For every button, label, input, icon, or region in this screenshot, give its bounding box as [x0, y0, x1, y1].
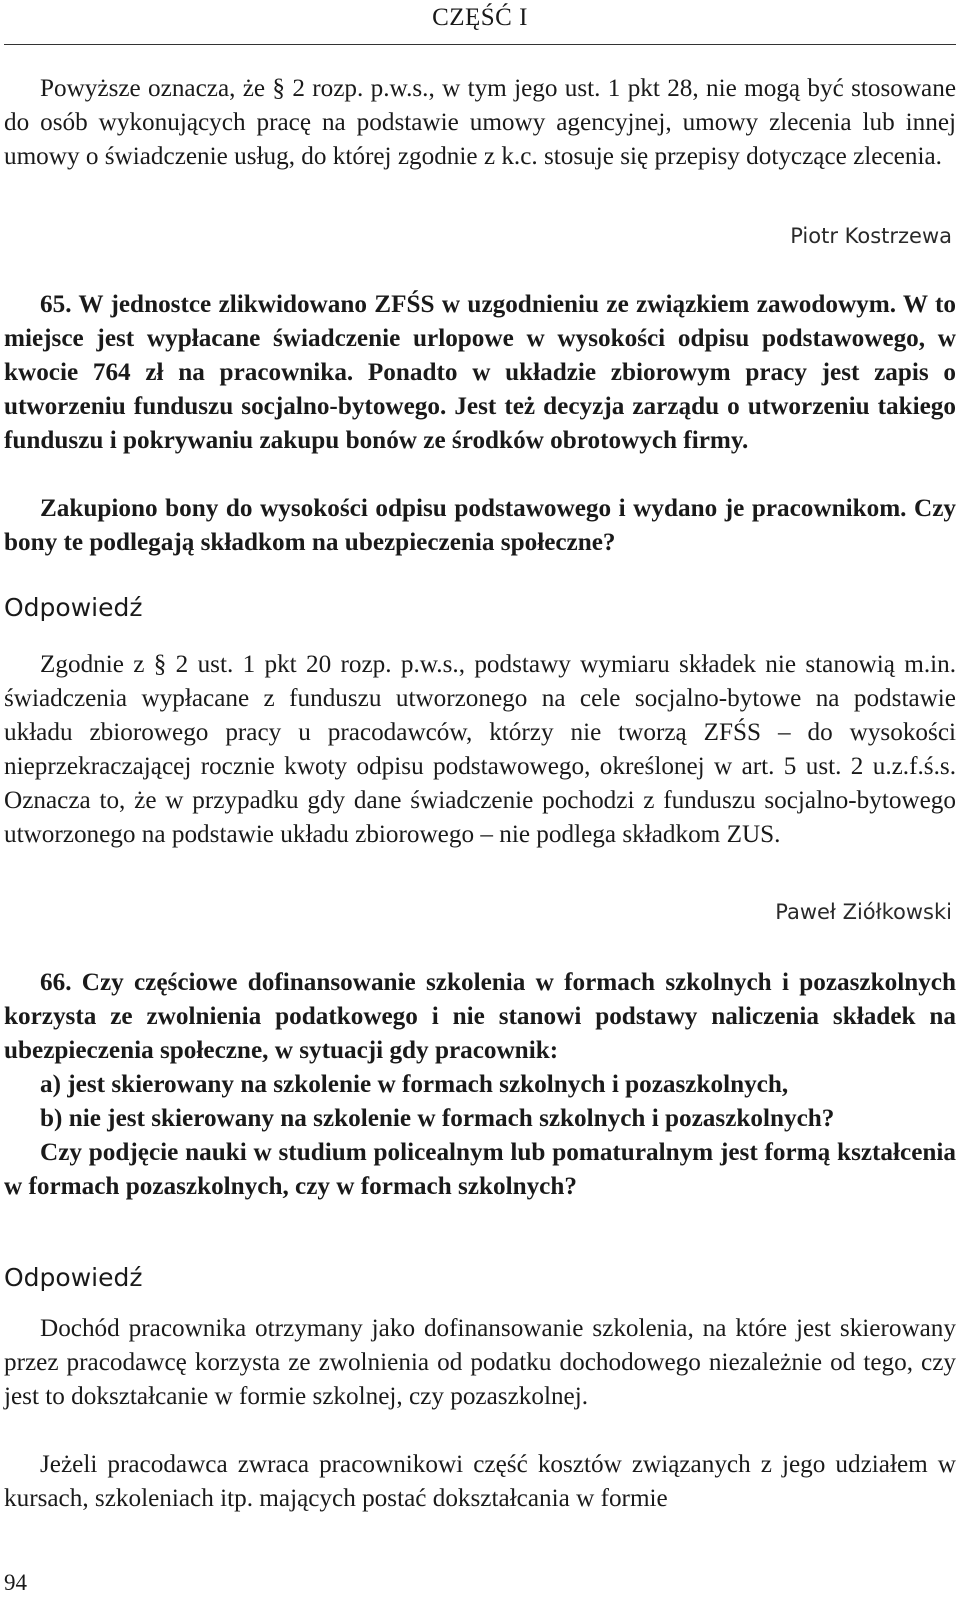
running-header: CZĘŚĆ I — [432, 4, 528, 31]
author-signature: Piotr Kostrzewa — [790, 224, 952, 248]
author-signature: Paweł Ziółkowski — [775, 900, 952, 924]
question-66-item-b: b) nie jest skierowany na szkolenie w formach szkolnych i pozaszkolnych? — [40, 1105, 835, 1132]
answer-66-paragraph-2: Jeżeli pracodawca zwraca pracownikowi część kosztów związanych z jego udziałem w kursach, szkoleniach itp. mających postać dokształcania w formie — [4, 1451, 956, 1512]
question-66-continued: Czy podjęcie nauki w studium policealnym lub pomaturalnym jest formą kształcenia w formach pozaszkolnych, czy w formach szkolnych? — [4, 1139, 956, 1200]
answer-heading: Odpowiedź — [4, 1263, 143, 1292]
answer-65-text: Zgodnie z § 2 ust. 1 pkt 20 rozp. p.w.s., podstawy wymiaru składek nie stanowią m.in. świadczenia wypłacane z funduszu utworzonego na cele socjalno-bytowe na podstawie układu zbiorowego pracy u pracodawców, którzy nie tworzą ZFŚS – do wysokości nieprzekraczającej rocznie kwoty odpisu podstawowego, określonej w art. 5 ust. 2 u.z.f.ś.s. Oznacza to, że w przypadku gdy dane świadczenie pochodzi z funduszu socjalno-bytowego utworzonego na podstawie układu zbiorowego – nie podlega składkom ZUS. — [4, 651, 956, 848]
question-65: 65. W jednostce zlikwidowano ZFŚS w uzgodnieniu ze związkiem zawodowym. W to miejsce jest wypłacane świadczenie urlopowe w wysokości odpisu podstawowego, w kwocie 764 zł na pracownika. Ponadto w układzie zbiorowym pracy jest zapis o utworzeniu funduszu socjalno-bytowego. Jest też decyzja zarządu o utworzeniu takiego funduszu i pokrywaniu zakupu bonów ze środków obrotowych firmy. — [4, 291, 956, 454]
answer-heading: Odpowiedź — [4, 593, 143, 622]
question-66: 66. Czy częściowe dofinansowanie szkolenia w formach szkolnych i pozaszkolnych korzysta ze zwolnienia podatkowego i nie stanowi podstawy naliczenia składek na ubezpieczenia społeczne, w sytuacji gdy pracownik: — [4, 969, 956, 1064]
question-65-continued: Zakupiono bony do wysokości odpisu podstawowego i wydano je pracownikom. Czy bony te podlegają składkom na ubezpieczenia społeczne? — [4, 495, 956, 556]
page-number: 94 — [4, 1570, 27, 1595]
question-66-item-a: a) jest skierowany na szkolenie w formach szkolnych i pozaszkolnych, — [40, 1071, 789, 1098]
header-rule — [4, 44, 956, 45]
paragraph-conclusion: Powyższe oznacza, że § 2 rozp. p.w.s., w tym jego ust. 1 pkt 28, nie mogą być stosowane do osób wykonujących pracę na podstawie umowy agencyjnej, umowy zlecenia lub innej umowy o świadczenie usług, do której zgodnie z k.c. stosuje się przepisy dotyczące zlecenia. — [4, 75, 956, 170]
answer-66-paragraph-1: Dochód pracownika otrzymany jako dofinansowanie szkolenia, na które jest skierowany przez pracodawcę korzysta ze zwolnienia od podatku dochodowego niezależnie od tego, czy jest to dokształcanie w formie szkolnej, czy pozaszkolnej. — [4, 1315, 956, 1410]
